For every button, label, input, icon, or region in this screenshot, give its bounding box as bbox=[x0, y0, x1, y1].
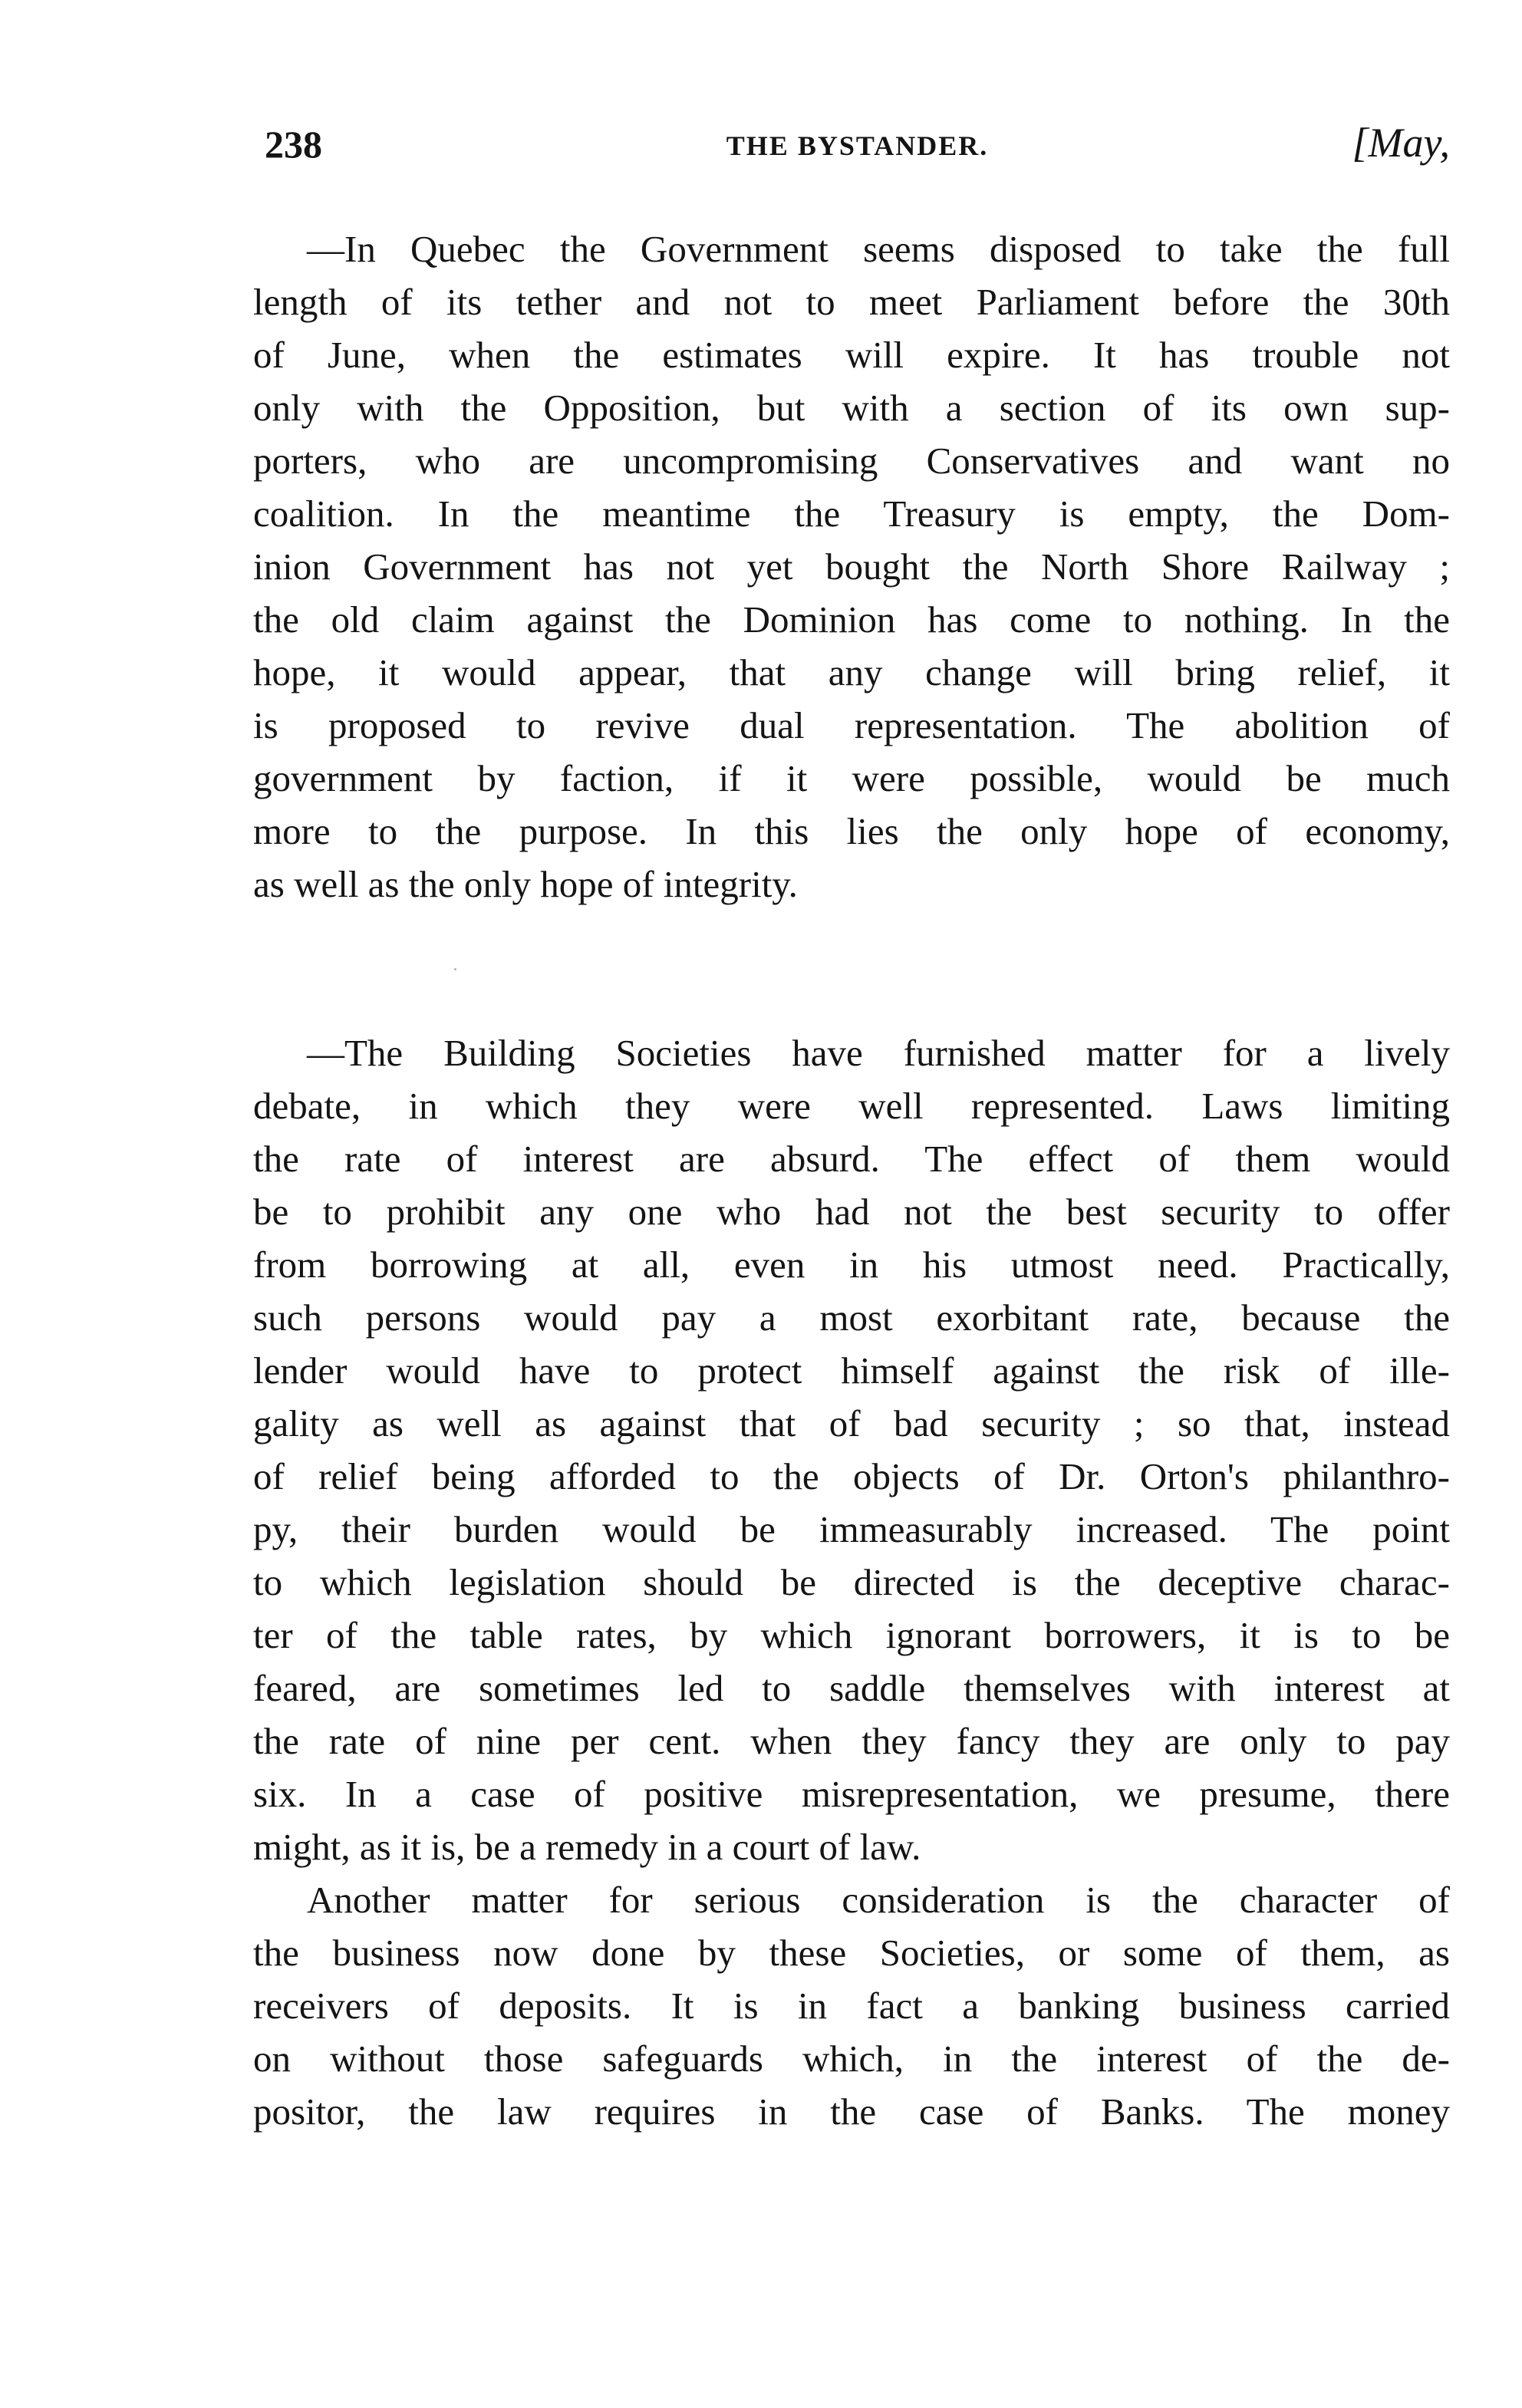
text-line: on without those safeguards which, in the interest of the de- bbox=[253, 2037, 1450, 2080]
text-line: feared, are sometimes led to saddle themselves with interest at bbox=[253, 1667, 1450, 1709]
text-line: be to prohibit any one who had not the best security to offer bbox=[253, 1191, 1450, 1233]
text-line: py, their burden would be immeasurably increased. The point bbox=[253, 1508, 1450, 1550]
text-line: Another matter for serious consideration is the character of bbox=[307, 1879, 1450, 1921]
text-line: ter of the table rates, by which ignorant borrowers, it is to be bbox=[253, 1614, 1450, 1656]
text-line: of June, when the estimates will expire. It has trouble not bbox=[253, 334, 1450, 376]
text-line: —In Quebec the Government seems disposed to take the full bbox=[307, 228, 1450, 270]
paragraph-deposits bbox=[253, 1873, 1450, 2138]
text-line: might, as it is, be a remedy in a court of law. bbox=[253, 1826, 921, 1868]
ink-speck bbox=[454, 968, 456, 970]
running-head bbox=[265, 119, 1450, 180]
journal-title: THE BYSTANDER. bbox=[726, 130, 989, 161]
issue-month: [May, bbox=[1352, 120, 1450, 166]
text-line: gality as well as against that of bad security ; so that, instead bbox=[253, 1402, 1450, 1444]
text-line: positor, the law requires in the case of Banks. The money bbox=[253, 2090, 1450, 2133]
text-line: the rate of interest are absurd. The effect of them would bbox=[253, 1138, 1450, 1180]
text-line: lender would have to protect himself against the risk of ille- bbox=[253, 1349, 1450, 1392]
text-line: receivers of deposits. It is in fact a banking business carried bbox=[253, 1985, 1450, 2027]
text-line: more to the purpose. In this lies the only hope of economy, bbox=[253, 810, 1450, 852]
text-line: inion Government has not yet bought the North Shore Railway ; bbox=[253, 545, 1450, 588]
text-line: porters, who are uncompromising Conservatives and want no bbox=[253, 440, 1450, 482]
text-line: debate, in which they were well represented. Laws limiting bbox=[253, 1085, 1450, 1127]
text-line: government by faction, if it were possible, would be much bbox=[253, 757, 1450, 799]
text-line: six. In a case of positive misrepresentation, we presume, there bbox=[253, 1773, 1450, 1815]
text-line: only with the Opposition, but with a section of its own sup- bbox=[253, 387, 1450, 429]
paragraph-building-societies bbox=[253, 1026, 1450, 1873]
text-line: length of its tether and not to meet Parliament before the 30th bbox=[253, 281, 1450, 323]
text-line: coalition. In the meantime the Treasury is empty, the Dom- bbox=[253, 492, 1450, 535]
text-line: is proposed to revive dual representation. The abolition of bbox=[253, 704, 1450, 746]
text-line: as well as the only hope of integrity. bbox=[253, 863, 798, 905]
text-line: to which legislation should be directed is the deceptive charac- bbox=[253, 1561, 1450, 1603]
page-number: 238 bbox=[265, 123, 322, 166]
text-line: the rate of nine per cent. when they fancy they are only to pay bbox=[253, 1720, 1450, 1762]
text-line: hope, it would appear, that any change will bring relief, it bbox=[253, 651, 1450, 693]
paragraph-quebec-government bbox=[253, 222, 1450, 911]
text-line: such persons would pay a most exorbitant rate, because the bbox=[253, 1296, 1450, 1339]
text-line: —The Building Societies have furnished matter for a lively bbox=[307, 1032, 1450, 1074]
text-line: of relief being afforded to the objects of Dr. Orton's philanthro- bbox=[253, 1455, 1450, 1497]
text-line: from borrowing at all, even in his utmost need. Practically, bbox=[253, 1244, 1450, 1286]
text-line: the business now done by these Societies, or some of them, as bbox=[253, 1932, 1450, 1974]
text-line: the old claim against the Dominion has come to nothing. In the bbox=[253, 598, 1450, 641]
